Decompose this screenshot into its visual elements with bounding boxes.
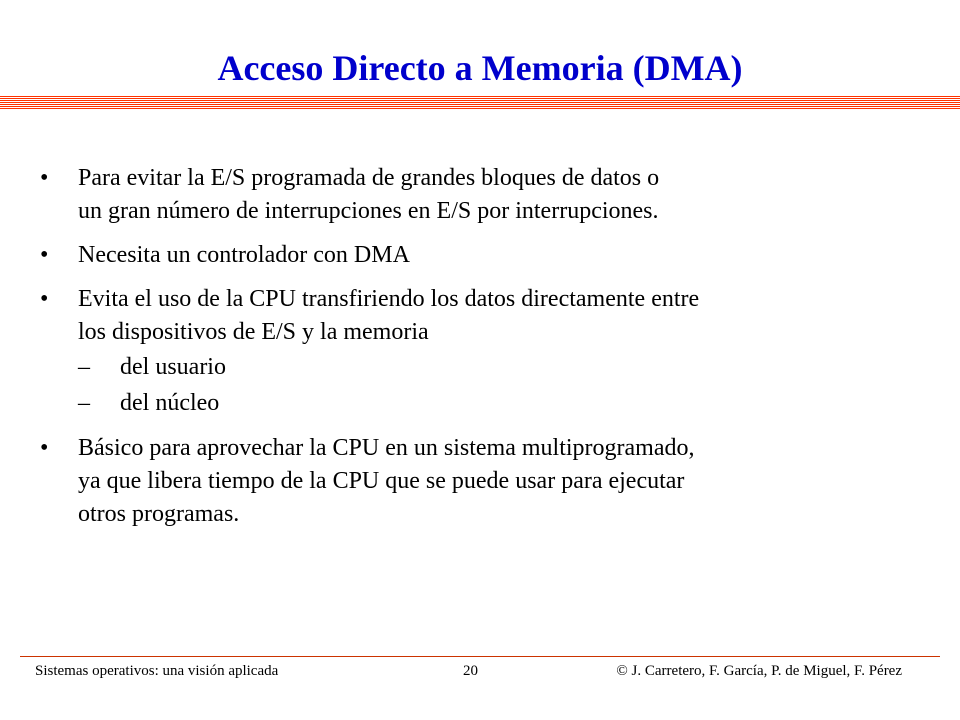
bullet-text-line: Necesita un controlador con DMA [78, 242, 410, 268]
footer-book-title: Sistemas operativos: una visión aplicada [35, 663, 279, 679]
bullet-text-line: Básico para aprovechar la CPU en un sistema multiprogramado, [78, 435, 695, 461]
bullet-list [40, 162, 930, 531]
bullet-text-line: otros programas. [78, 501, 240, 527]
sub-bullet-marker: – [78, 390, 90, 416]
bullet-marker: • [40, 286, 49, 312]
bullet-text-line: ya que libera tiempo de la CPU que se puede usar para ejecutar [78, 468, 685, 494]
footer-rule [20, 656, 940, 657]
sub-bullet-item [78, 349, 930, 385]
bullet-item [40, 239, 930, 272]
sub-bullet-item [78, 385, 930, 421]
footer-copyright: © J. Carretero, F. García, P. de Miguel, F. Pérez [616, 663, 902, 679]
bullet-text-line: los dispositivos de E/S y la memoria [78, 319, 429, 345]
sub-bullet-marker: – [78, 354, 90, 380]
bullet-item [40, 283, 930, 421]
bullet-marker: • [40, 165, 49, 191]
bullet-item [40, 432, 930, 531]
sub-bullet-text: del usuario [120, 354, 226, 380]
sub-bullet-text: del núcleo [120, 390, 220, 416]
title-underline-rule [0, 96, 960, 110]
slide-title: Acceso Directo a Memoria (DMA) [217, 48, 743, 88]
bullet-text-line: un gran número de interrupciones en E/S por interrupciones. [78, 198, 659, 224]
footer-page-number: 20 [463, 663, 478, 679]
bullet-text-line: Evita el uso de la CPU transfiriendo los datos directamente entre [78, 286, 700, 312]
bullet-text-line: Para evitar la E/S programada de grandes bloques de datos o [78, 165, 660, 191]
bullet-item [40, 162, 930, 228]
bullet-marker: • [40, 242, 49, 268]
bullet-marker: • [40, 435, 49, 461]
